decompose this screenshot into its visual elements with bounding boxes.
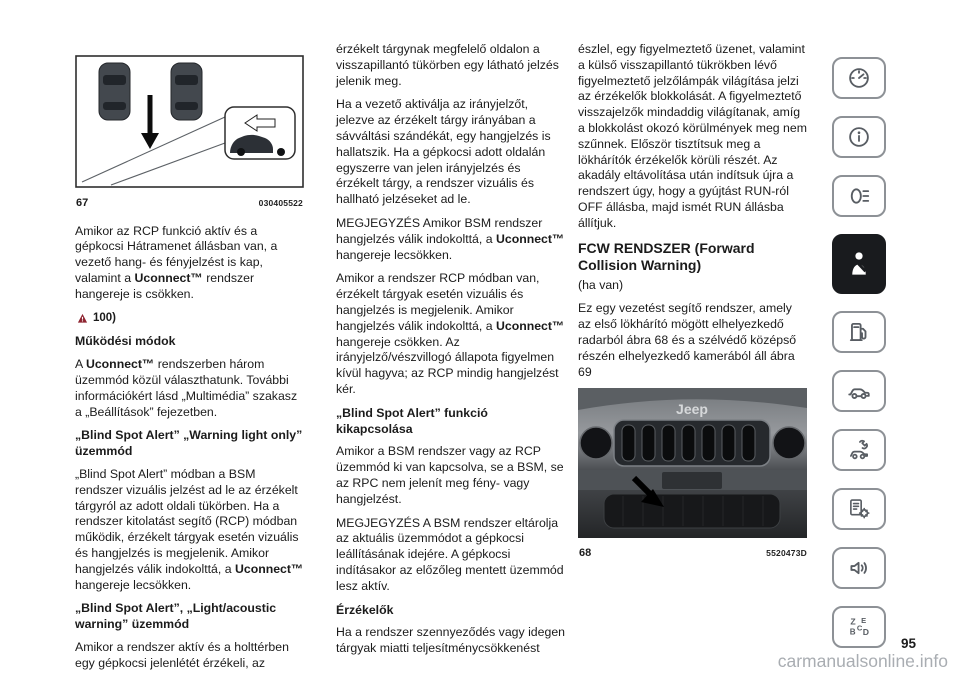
uconnect-brand: Uconnect™ <box>495 318 565 333</box>
paragraph-active-detection: Amikor a rendszer aktív és a holttérben egy gépkocsi jelenlétét érzékeli, az <box>75 639 289 670</box>
index-letter: B <box>849 627 856 637</box>
figure-68-caption <box>579 546 807 562</box>
sidebar-tab-lights <box>832 175 886 217</box>
fcw-availability: (ha van) <box>578 277 624 292</box>
text-run: rendszer hangereje is csökken. <box>75 270 255 301</box>
column-right <box>578 42 808 574</box>
safety-icon <box>844 247 874 281</box>
paragraph-note-memory: MEGJEGYZÉS A BSM rendszer eltárolja az aktuális üzemmódot a gépkocsi leállításának idejére. A gépkocsi indításakor az előzőleg mentett üzemmód lesz aktív. <box>336 515 564 593</box>
paragraph-deactivation: Amikor a BSM rendszer vagy az RCP üzemmód ki van kapcsolva, se a BSM, se az RPC nem jelenít meg fény- vagy hangjelzést. <box>336 444 564 506</box>
warning-note-icon <box>77 313 88 324</box>
sidebar-tab-driving <box>832 370 886 412</box>
index-letter: D <box>862 627 870 638</box>
paragraph-turn-signal: Ha a vezető aktiválja az irányjelzőt, jelezve az érzékelt tárgy irányában a sávváltási szándékát, egy hangjelzés is hallatszik. Ha a gépkocsi adott oldalán egyszerre van jelen irányjelzés és érzékelt tárgy, a rendszer vizuális és hallható jelzéseket ad le. <box>336 97 551 207</box>
text-run: Amikor az RCP funkció aktív és a gépkocsi Hátramenet állásban van, a vezető hang- és fényjelzést is kap, valamint a <box>75 223 278 285</box>
info-icon <box>846 124 872 150</box>
heading-operating-modes: Működési módok <box>75 334 176 349</box>
uconnect-brand: Uconnect™ <box>134 270 203 285</box>
paragraph-sensor-dirt: Ha a rendszer szennyeződés vagy idegen tárgyak miatti teljesítménycsökkenést <box>336 625 565 656</box>
sidebar-tab-maintenance <box>832 488 886 530</box>
approaching-car-inset <box>225 107 295 159</box>
heading-light-acoustic-mode: „Blind Spot Alert”, „Light/acoustic warning” üzemmód <box>75 601 277 632</box>
sidebar-tab-info <box>832 116 886 158</box>
heading-fcw-system: FCW RENDSZER (Forward Collision Warning) <box>578 239 755 274</box>
driving-icon <box>846 378 872 404</box>
uconnect-brand: Uconnect™ <box>85 357 155 372</box>
paragraph-blind-spot-mode <box>75 467 304 593</box>
section-tab-strip <box>831 57 887 665</box>
site-watermark: carmanualsonline.info <box>777 651 948 671</box>
heading-warning-light-only: „Blind Spot Alert” „Warning light only” üzemmód <box>75 428 303 459</box>
index-icon <box>846 614 872 640</box>
paragraph-rcp-mode <box>336 271 565 397</box>
uconnect-brand: Uconnect™ <box>495 231 565 246</box>
parked-car-right <box>171 63 202 120</box>
text-run: MEGJEGYZÉS Amikor BSM rendszer hangjelzés válik indokolttá, a <box>336 215 543 246</box>
paragraph-fcw-description: Ez egy vezetést segítő rendszer, amely az első lökhárító mögött elhelyezkedő radarból ábra 68 és a szélvédő középső részén elhelyezkedő kamerából áll ábra 69 <box>578 301 797 379</box>
figure-68 <box>578 388 808 562</box>
figure-68-code: 5520473D <box>766 548 807 559</box>
figure-67-code: 030405522 <box>258 197 303 208</box>
heading-deactivation: „Blind Spot Alert” funkció kikapcsolása <box>336 405 488 436</box>
figure-67-caption <box>76 196 303 212</box>
text-run: „Blind Spot Alert” módban a BSM rendszer vizuális jelzést ad le az érzékelt tárgyról az adott oldali tükörben. Ha a rendszer kitolatást segítő (RCP) módban működik, érzékelt tárgyak esetén vizuális és hangjelzés is megjelenik. Amikor hangjelzés válik indokolttá, a <box>75 466 299 576</box>
text-run: hangereje csökken. Az irányjelző/vészvillogó állapota figyelmen kívül hagyva; az RCP mindig hangjelzést kér. <box>336 334 559 396</box>
sidebar-tab-breakdown <box>832 429 886 471</box>
paragraph-rcp-active <box>75 224 304 303</box>
heading-sensors: Érzékelők <box>336 602 394 617</box>
sidebar-tab-safety <box>832 234 886 294</box>
column-middle <box>336 42 565 665</box>
headlight-left <box>580 427 612 459</box>
dashboard-icon <box>846 65 872 91</box>
page-number: 95 <box>900 636 916 651</box>
grille-slots <box>622 425 755 461</box>
sidebar-tab-refuelling <box>832 311 886 353</box>
text-run: Amikor a rendszer RCP módban van, érzékelt tárgyak esetén vizuális és hangjelzés is megjelenik. Amikor hangjelzés válik indokolttá, a <box>336 271 540 333</box>
index-letter: C <box>856 623 863 633</box>
warning-reference <box>77 311 304 327</box>
sidebar-tab-index <box>832 606 886 648</box>
figure-67-label: 67 <box>76 196 89 209</box>
headlight-right <box>773 427 805 459</box>
paragraph-sensors-blocked: észlel, egy figyelmeztető üzenet, valamint a külső visszapillantó tükrökben lévő figyelmeztető jelzőlámpák világítása jelzi az érzékelők blokkolását. A figyelmeztető visszajelzők mindaddig világítanak, amíg a blokkolást okozó körülmények meg nem szűnnek. Először tisztítsuk meg a lökhárítók érzékelők körüli részét. Az akadály eltávolítása után indítsuk újra a rendszert úgy, hogy a gyújtást RUN-ról OFF állásba, majd ismét RUN állásba állítjuk. <box>578 42 807 230</box>
index-letter: Z <box>850 616 856 627</box>
lower-grille <box>604 494 780 528</box>
sidebar-tab-audio <box>832 547 886 589</box>
parked-car-left <box>99 63 130 120</box>
fcw-radar-photo <box>578 388 807 538</box>
uconnect-brand: Uconnect™ <box>234 561 304 576</box>
note-number: 100) <box>93 311 117 324</box>
rcp-diagram-image <box>75 55 304 188</box>
text-run: hangereje lecsökken. <box>336 247 453 262</box>
paragraph-mirror-indication: érzékelt tárgynak megfelelő oldalon a visszapillantó tükörben egy látható jelzés jelenik meg. <box>336 42 559 88</box>
text-run: hangereje lecsökken. <box>75 577 192 592</box>
breakdown-icon <box>846 437 872 463</box>
text-run: A <box>75 357 86 372</box>
license-plate-area <box>662 472 722 489</box>
index-letter: E <box>861 616 867 626</box>
paragraph-modes <box>75 357 304 420</box>
paragraph-note-bsm <box>336 216 565 263</box>
sidebar-tab-dashboard <box>832 57 886 99</box>
figure-68-label: 68 <box>579 547 592 560</box>
lights-icon <box>846 183 872 209</box>
refuelling-icon <box>846 319 872 345</box>
jeep-logo-text: Jeep <box>676 401 708 418</box>
column-left <box>75 55 304 680</box>
figure-67 <box>75 55 304 212</box>
text-run: rendszerben három üzemmód közül választhatunk. További információkért lásd „Multimédia” szakasz a „Beállítások” fejezetben. <box>75 357 298 419</box>
audio-icon <box>846 555 872 581</box>
maintenance-icon <box>846 496 872 522</box>
